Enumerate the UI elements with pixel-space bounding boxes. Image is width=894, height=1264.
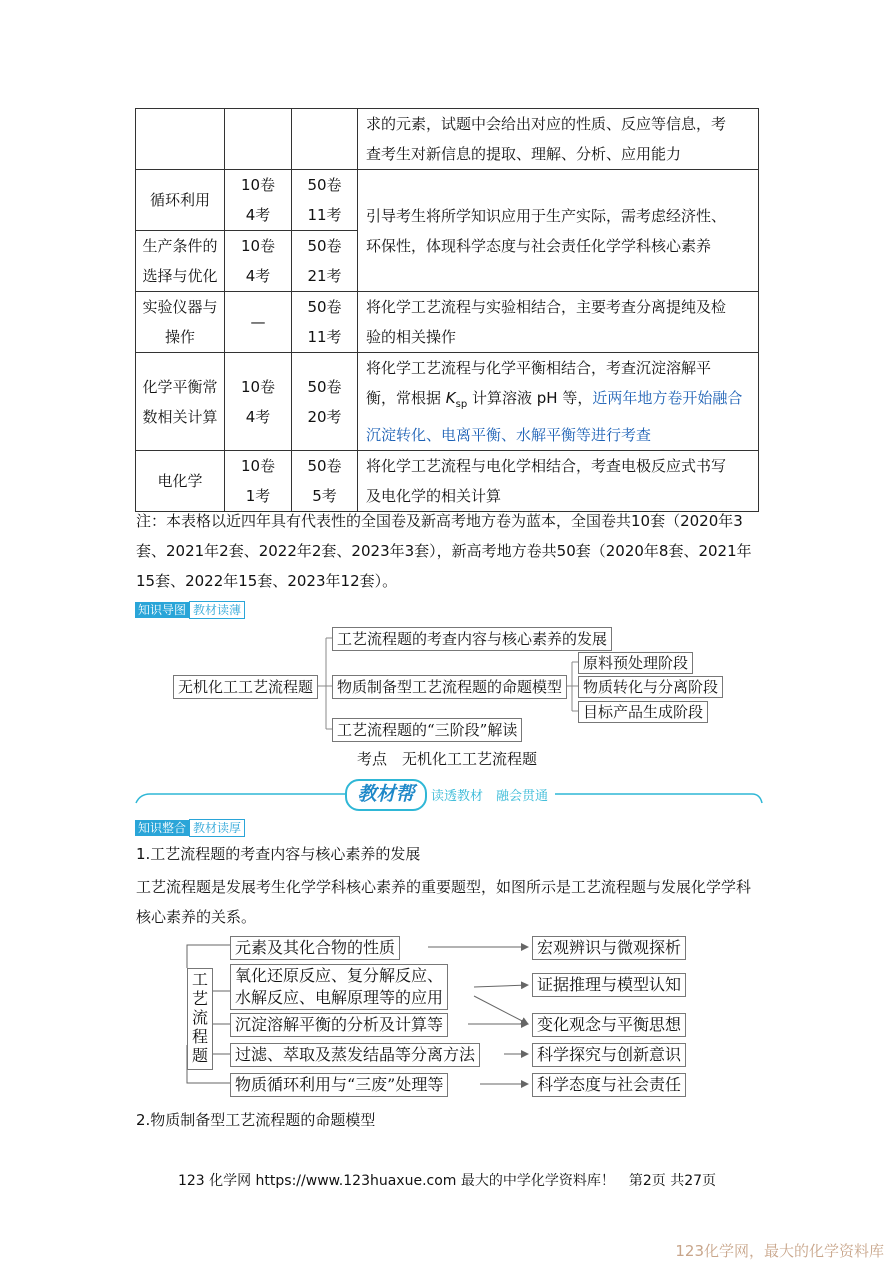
diagram-right-item: 变化观念与平衡思想	[532, 1013, 686, 1037]
watermark: 123化学网，最大的化学资料库	[675, 1242, 884, 1260]
table-cell-topic: 循环利用	[136, 170, 225, 231]
table-cell-national: 10卷 4考	[225, 170, 292, 231]
section2-heading: 2.物质制备型工艺流程题的命题模型	[136, 1111, 376, 1129]
table-cell-topic: 实验仪器与 操作	[136, 292, 225, 353]
table-cell-topic: 电化学	[136, 451, 225, 512]
knowledge-map-tag: 知识导图 教材读薄	[135, 599, 245, 619]
table-cell-desc: 引导考生将所学知识应用于生产实际，需考虑经济性、 环保性，体现科学态度与社会责任化学学科核心素养	[358, 170, 759, 292]
section1-paragraph: 工艺流程题是发展考生化学学科核心素养的重要题型，如图所示是工艺流程题与发展化学学科核心素养的关系。	[136, 878, 752, 926]
mindmap-sub: 物质转化与分离阶段	[578, 676, 723, 698]
kaodian-title: 考点 无机化工工艺流程题	[356, 750, 537, 768]
diagram-left-item: 元素及其化合物的性质	[230, 936, 400, 960]
table-cell-local: 50卷 11考	[292, 170, 358, 231]
table-cell-national: 10卷 4考	[225, 231, 292, 292]
table-cell-local: 50卷 20考	[292, 353, 358, 451]
diagram-root: 工艺流程题	[187, 968, 213, 1070]
diagram-right-item: 科学探究与创新意识	[532, 1043, 686, 1067]
table-note: 注：本表格以近四年具有代表性的全国卷及新高考地方卷为蓝本，全国卷共10套（2020年3套、2021年2套、2022年2套、2023年3套），新高考地方卷共50套（2020年8套、2021年15套、2022年15套、2023年12套）。	[136, 512, 752, 590]
table-cell-local: 50卷 11考	[292, 292, 358, 353]
table-cell-topic: 化学平衡常 数相关计算	[136, 353, 225, 451]
banner-subtitle: 读透教材 融会贯通	[431, 789, 549, 804]
table-row: 求的元素，试题中会给出对应的性质、反应等信息，考 查考生对新信息的提取、理解、分析、应用能力	[136, 109, 759, 170]
diagram-right-item: 宏观辨识与微观探析	[532, 936, 686, 960]
diagram-right-item: 科学态度与社会责任	[532, 1073, 686, 1097]
table-cell-national: 10卷 1考	[225, 451, 292, 512]
mindmap-branch: 物质制备型工艺流程题的命题模型	[332, 675, 567, 699]
page-footer: 123 化学网 https://www.123huaxue.com 最大的中学化学资料库！ 第2页 共27页	[177, 1173, 717, 1189]
mindmap-branch: 工艺流程题的“三阶段”解读	[332, 718, 522, 742]
table-cell-national: 10卷 4考	[225, 353, 292, 451]
diagram-left-item: 过滤、萃取及蒸发结晶等分离方法	[230, 1043, 480, 1067]
mindmap-sub: 原料预处理阶段	[578, 652, 693, 674]
knowledge-integration-tag: 知识整合 教材读厚	[135, 817, 245, 837]
mindmap-branch: 工艺流程题的考查内容与核心素养的发展	[332, 627, 612, 651]
table-cell-desc: 将化学工艺流程与电化学相结合，考查电极反应式书写 及电化学的相关计算	[358, 451, 759, 512]
mindmap-sub: 目标产品生成阶段	[578, 701, 708, 723]
diagram-left-item: 沉淀溶解平衡的分析及计算等	[230, 1013, 448, 1037]
table-cell-topic: 生产条件的 选择与优化	[136, 231, 225, 292]
diagram-left-item: 物质循环利用与“三废”处理等	[230, 1073, 448, 1097]
table-cell-local: 50卷 21考	[292, 231, 358, 292]
table-cell-local: 50卷 5考	[292, 451, 358, 512]
table-cell-national: —	[225, 292, 292, 353]
banner-title: 教材帮	[345, 779, 427, 811]
table-cell-desc: 求的元素，试题中会给出对应的性质、反应等信息，考	[366, 115, 727, 133]
table-cell-desc: 将化学工艺流程与实验相结合，主要考查分离提纯及检 验的相关操作	[358, 292, 759, 353]
mindmap-root: 无机化工工艺流程题	[173, 675, 318, 699]
section1-heading: 1.工艺流程题的考查内容与核心素养的发展	[136, 845, 421, 863]
diagram-right-item: 证据推理与模型认知	[532, 973, 686, 997]
diagram-left-item: 氧化还原反应、复分解反应、 水解反应、电解原理等的应用	[230, 964, 448, 1010]
table-cell-desc: 将化学工艺流程与化学平衡相结合，考查沉淀溶解平 衡，常根据 $K_{sp}$ 计算溶液 pH 等，近两年地方卷开始融合 沉淀转化、电离平衡、水解平衡等进行考查	[358, 353, 759, 451]
